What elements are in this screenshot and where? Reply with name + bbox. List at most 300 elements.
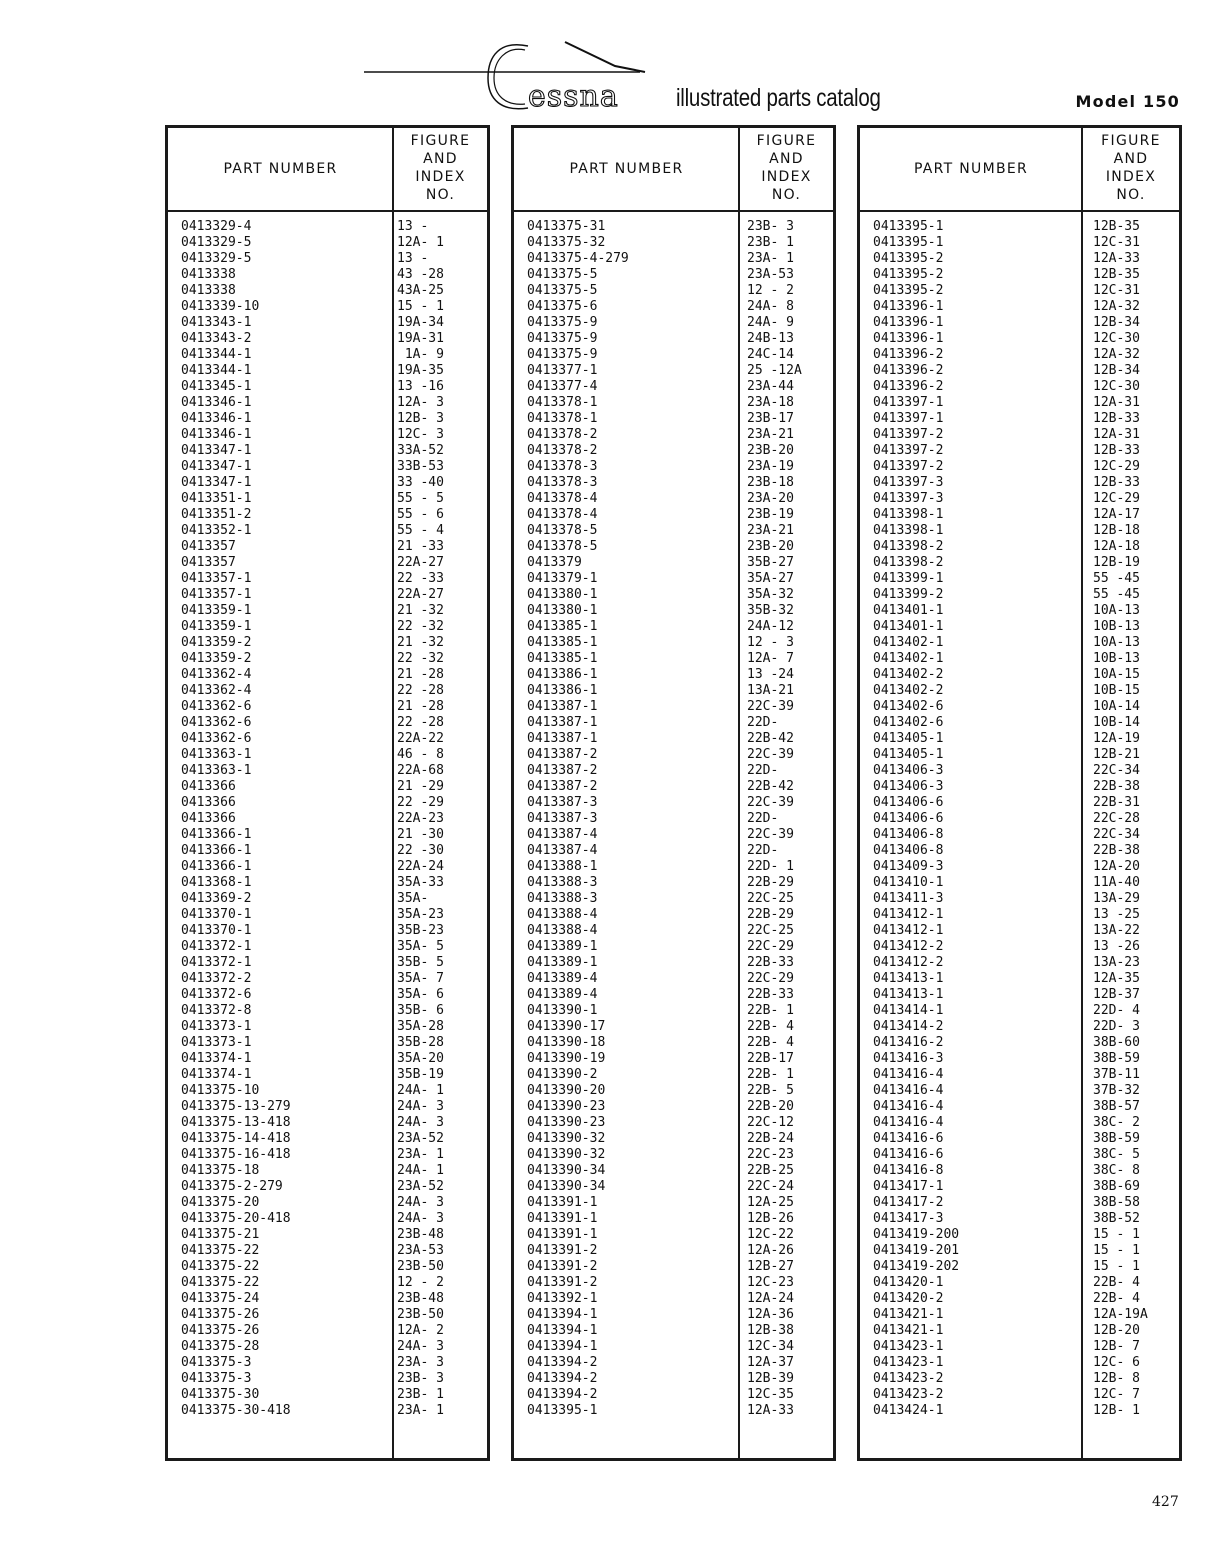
table-row xyxy=(514,1115,833,1131)
part-number: 0413366-1 xyxy=(181,827,252,842)
table-row xyxy=(860,1339,1179,1355)
figure-index: 13A-22 xyxy=(1093,923,1140,938)
table-row xyxy=(514,875,833,891)
table-row xyxy=(514,459,833,475)
part-number: 0413387-2 xyxy=(527,763,598,778)
table-row xyxy=(168,731,487,747)
table-row xyxy=(168,443,487,459)
table-row xyxy=(514,731,833,747)
part-number: 0413396-2 xyxy=(873,347,944,362)
figure-index: 22B-33 xyxy=(747,987,794,1002)
table-row xyxy=(514,411,833,427)
part-number: 0413375-6 xyxy=(527,299,598,314)
part-number: 0413338 xyxy=(181,283,236,298)
figure-index: 35A- 7 xyxy=(397,971,444,986)
table-row xyxy=(514,1387,833,1403)
figure-index: 24A- 3 xyxy=(397,1115,444,1130)
part-number: 0413378-1 xyxy=(527,411,598,426)
table-row xyxy=(514,1099,833,1115)
part-number-heading: PART NUMBER xyxy=(913,161,1029,177)
table-row xyxy=(168,1323,487,1339)
part-number: 0413351-2 xyxy=(181,507,252,522)
part-number-heading: PART NUMBER xyxy=(569,161,684,177)
part-number: 0413402-1 xyxy=(873,651,944,666)
parts-rows xyxy=(168,219,487,1419)
figure-index: 13 -24 xyxy=(747,667,794,682)
part-number: 0413375-16-418 xyxy=(181,1147,291,1162)
parts-column-3 xyxy=(857,125,1182,1461)
part-number: 0413344-1 xyxy=(181,363,252,378)
part-number: 0413329-5 xyxy=(181,235,252,250)
table-row xyxy=(168,283,487,299)
figure-index: 22B-42 xyxy=(747,731,794,746)
figure-index: 12A-20 xyxy=(1093,859,1140,874)
table-row xyxy=(514,283,833,299)
figure-index: 12B- 1 xyxy=(1093,1403,1140,1418)
table-row xyxy=(860,1083,1179,1099)
table-row xyxy=(860,667,1179,683)
part-number: 0413397-1 xyxy=(873,395,944,410)
part-number: 0413424-1 xyxy=(873,1403,944,1418)
part-number: 0413419-200 xyxy=(873,1227,960,1242)
part-number: 0413401-1 xyxy=(873,619,944,634)
table-row xyxy=(168,235,487,251)
part-number: 0413412-2 xyxy=(873,939,944,954)
table-row xyxy=(514,587,833,603)
parts-rows xyxy=(860,219,1179,1419)
figure-index: 12B- 7 xyxy=(1093,1339,1140,1354)
figure-index: 11A-40 xyxy=(1093,875,1140,890)
table-row xyxy=(860,1275,1179,1291)
part-number: 0413390-19 xyxy=(527,1051,606,1066)
part-number: 0413373-1 xyxy=(181,1019,252,1034)
figure-index: 23B-20 xyxy=(747,539,794,554)
table-row xyxy=(168,571,487,587)
part-number: 0413379-1 xyxy=(527,571,598,586)
part-number: 0413389-4 xyxy=(527,987,598,1002)
figure-index: 12B-19 xyxy=(1093,555,1140,570)
parts-rows xyxy=(514,219,833,1419)
part-number: 0413387-3 xyxy=(527,795,598,810)
figure-index-heading: FIGURE AND INDEX NO. xyxy=(410,133,471,203)
figure-index: 22C-34 xyxy=(1093,827,1140,842)
figure-index: 12B-26 xyxy=(747,1211,794,1226)
figure-index: 23B-48 xyxy=(397,1291,444,1306)
table-row xyxy=(860,267,1179,283)
table-row xyxy=(860,795,1179,811)
part-number: 0413398-2 xyxy=(873,539,944,554)
table-row xyxy=(168,299,487,315)
figure-index: 35A- 5 xyxy=(397,939,444,954)
table-row xyxy=(860,379,1179,395)
table-row xyxy=(514,1323,833,1339)
table-row xyxy=(860,971,1179,987)
part-number: 0413378-5 xyxy=(527,539,598,554)
figure-index: 12 - 2 xyxy=(397,1275,444,1290)
table-row xyxy=(860,891,1179,907)
table-row xyxy=(860,907,1179,923)
figure-index: 24A-12 xyxy=(747,619,794,634)
part-number: 0413338 xyxy=(181,267,236,282)
part-number: 0413386-1 xyxy=(527,683,598,698)
figure-index: 22 -32 xyxy=(397,619,444,634)
figure-index: 12A-19 xyxy=(1093,731,1140,746)
figure-index: 10B-14 xyxy=(1093,715,1140,730)
part-number: 0413389-4 xyxy=(527,971,598,986)
figure-index: 12B-38 xyxy=(747,1323,794,1338)
table-row xyxy=(168,683,487,699)
part-number: 0413411-3 xyxy=(873,891,944,906)
figure-index: 35A-33 xyxy=(397,875,444,890)
part-number: 0413394-1 xyxy=(527,1339,598,1354)
figure-index: 12A-33 xyxy=(747,1403,794,1418)
figure-index: 12B-33 xyxy=(1093,475,1140,490)
part-number: 0413388-4 xyxy=(527,923,598,938)
part-number: 0413402-6 xyxy=(873,715,944,730)
figure-index: 21 -32 xyxy=(397,635,444,650)
part-number: 0413397-1 xyxy=(873,411,944,426)
column-header xyxy=(860,128,1179,212)
table-row xyxy=(514,315,833,331)
part-number: 0413375-22 xyxy=(181,1259,260,1274)
table-row xyxy=(514,635,833,651)
table-row xyxy=(860,219,1179,235)
part-number: 0413378-4 xyxy=(527,507,598,522)
figure-index: 22 -33 xyxy=(397,571,444,586)
part-number: 0413374-1 xyxy=(181,1067,252,1082)
figure-index: 12C-23 xyxy=(747,1275,794,1290)
table-row xyxy=(514,1371,833,1387)
part-number: 0413362-6 xyxy=(181,699,252,714)
part-number: 0413394-1 xyxy=(527,1323,598,1338)
figure-index: 22A-27 xyxy=(397,555,444,570)
figure-index: 13 -25 xyxy=(1093,907,1140,922)
table-row xyxy=(168,1387,487,1403)
table-row xyxy=(860,571,1179,587)
table-row xyxy=(168,1259,487,1275)
table-row xyxy=(168,779,487,795)
figure-index: 22B-24 xyxy=(747,1131,794,1146)
part-number: 0413375-3 xyxy=(181,1371,252,1386)
figure-index: 23A-19 xyxy=(747,459,794,474)
part-number: 0413397-2 xyxy=(873,443,944,458)
table-row xyxy=(168,1307,487,1323)
table-row xyxy=(514,1147,833,1163)
part-number: 0413375-20-418 xyxy=(181,1211,291,1226)
table-row xyxy=(514,763,833,779)
part-number-heading: PART NUMBER xyxy=(223,161,338,177)
figure-index: 12B- 3 xyxy=(397,411,444,426)
table-row xyxy=(168,267,487,283)
part-number: 0413391-1 xyxy=(527,1195,598,1210)
table-row xyxy=(860,603,1179,619)
part-number: 0413375-24 xyxy=(181,1291,260,1306)
table-row xyxy=(168,475,487,491)
figure-index: 12A-36 xyxy=(747,1307,794,1322)
table-row xyxy=(514,427,833,443)
table-row xyxy=(168,715,487,731)
table-row xyxy=(514,1243,833,1259)
part-number: 0413388-4 xyxy=(527,907,598,922)
table-row xyxy=(168,1035,487,1051)
part-number: 0413375-4-279 xyxy=(527,251,629,266)
table-row xyxy=(860,731,1179,747)
figure-index: 38B-69 xyxy=(1093,1179,1140,1194)
table-row xyxy=(514,491,833,507)
part-number: 0413347-1 xyxy=(181,475,252,490)
part-number: 0413423-1 xyxy=(873,1355,944,1370)
part-number: 0413380-1 xyxy=(527,603,598,618)
figure-index: 22B- 1 xyxy=(747,1067,794,1082)
table-row xyxy=(860,1307,1179,1323)
table-row xyxy=(860,1131,1179,1147)
table-row xyxy=(860,1003,1179,1019)
figure-index: 35B-23 xyxy=(397,923,444,938)
part-number: 0413390-20 xyxy=(527,1083,606,1098)
table-row xyxy=(514,795,833,811)
table-row xyxy=(860,347,1179,363)
part-number: 0413375-28 xyxy=(181,1339,260,1354)
table-row xyxy=(514,779,833,795)
figure-index: 12A-19A xyxy=(1093,1307,1148,1322)
table-row xyxy=(514,939,833,955)
part-number: 0413398-1 xyxy=(873,507,944,522)
table-row xyxy=(168,363,487,379)
part-number: 0413375-13-279 xyxy=(181,1099,291,1114)
figure-index: 12A- 3 xyxy=(397,395,444,410)
part-number: 0413378-4 xyxy=(527,491,598,506)
table-row xyxy=(514,747,833,763)
figure-index: 22C-12 xyxy=(747,1115,794,1130)
figure-index: 1A- 9 xyxy=(397,347,444,362)
figure-index: 13 -16 xyxy=(397,379,444,394)
table-row xyxy=(860,1227,1179,1243)
part-number: 0413412-1 xyxy=(873,907,944,922)
figure-index: 55 - 6 xyxy=(397,507,444,522)
table-row xyxy=(168,1099,487,1115)
table-row xyxy=(514,715,833,731)
figure-index: 12 - 3 xyxy=(747,635,794,650)
figure-index: 23B-50 xyxy=(397,1307,444,1322)
table-row xyxy=(514,699,833,715)
part-number: 0413378-2 xyxy=(527,427,598,442)
part-number: 0413396-1 xyxy=(873,315,944,330)
figure-index: 22C-39 xyxy=(747,827,794,842)
part-number: 0413416-8 xyxy=(873,1163,944,1178)
figure-index: 12A-25 xyxy=(747,1195,794,1210)
table-row xyxy=(168,1067,487,1083)
figure-index: 22D- xyxy=(747,843,779,858)
part-number: 0413359-1 xyxy=(181,603,252,618)
part-number: 0413387-2 xyxy=(527,779,598,794)
part-number: 0413416-4 xyxy=(873,1099,944,1114)
table-row xyxy=(514,907,833,923)
figure-index: 33B-53 xyxy=(397,459,444,474)
table-row xyxy=(168,939,487,955)
part-number: 0413339-10 xyxy=(181,299,260,314)
figure-index: 24A- 1 xyxy=(397,1083,444,1098)
table-row xyxy=(514,827,833,843)
figure-index: 12C- 7 xyxy=(1093,1387,1140,1402)
figure-index: 33 -40 xyxy=(397,475,444,490)
figure-index: 10B-13 xyxy=(1093,619,1140,634)
figure-index: 23B- 1 xyxy=(397,1387,444,1402)
part-number: 0413362-4 xyxy=(181,667,252,682)
part-number: 0413388-3 xyxy=(527,891,598,906)
table-row xyxy=(514,555,833,571)
part-number: 0413375-26 xyxy=(181,1323,260,1338)
part-number: 0413416-4 xyxy=(873,1115,944,1130)
figure-index: 12A-17 xyxy=(1093,507,1140,522)
part-number: 0413410-1 xyxy=(873,875,944,890)
table-row xyxy=(514,667,833,683)
part-number: 0413357-1 xyxy=(181,587,252,602)
table-row xyxy=(514,267,833,283)
part-number: 0413396-2 xyxy=(873,379,944,394)
part-number: 0413378-3 xyxy=(527,459,598,474)
table-row xyxy=(168,1083,487,1099)
figure-index: 12B-21 xyxy=(1093,747,1140,762)
part-number: 0413398-1 xyxy=(873,523,944,538)
table-row xyxy=(514,1179,833,1195)
part-number: 0413359-2 xyxy=(181,635,252,650)
table-row xyxy=(168,699,487,715)
table-row xyxy=(860,1035,1179,1051)
part-number: 0413423-2 xyxy=(873,1387,944,1402)
figure-index: 12C- 3 xyxy=(397,427,444,442)
column-header xyxy=(514,128,833,212)
part-number: 0413391-1 xyxy=(527,1227,598,1242)
table-row xyxy=(860,1147,1179,1163)
part-number: 0413363-1 xyxy=(181,747,252,762)
table-row xyxy=(168,331,487,347)
part-number: 0413377-1 xyxy=(527,363,598,378)
table-row xyxy=(860,875,1179,891)
part-number: 0413375-20 xyxy=(181,1195,260,1210)
figure-index: 10B-15 xyxy=(1093,683,1140,698)
figure-index: 21 -30 xyxy=(397,827,444,842)
figure-index: 35B- 5 xyxy=(397,955,444,970)
table-row xyxy=(514,1307,833,1323)
part-number: 0413416-4 xyxy=(873,1083,944,1098)
figure-index: 38B-59 xyxy=(1093,1131,1140,1146)
table-row xyxy=(860,1291,1179,1307)
part-number: 0413329-4 xyxy=(181,219,252,234)
figure-index: 10A-14 xyxy=(1093,699,1140,714)
part-number: 0413395-2 xyxy=(873,283,944,298)
part-number: 0413416-2 xyxy=(873,1035,944,1050)
part-number: 0413416-6 xyxy=(873,1147,944,1162)
figure-index: 12B-27 xyxy=(747,1259,794,1274)
part-number: 0413406-3 xyxy=(873,763,944,778)
figure-index: 23A-20 xyxy=(747,491,794,506)
page-number: 427 xyxy=(1152,1494,1179,1510)
table-row xyxy=(168,219,487,235)
table-row xyxy=(168,1115,487,1131)
table-row xyxy=(168,507,487,523)
figure-index: 12A-24 xyxy=(747,1291,794,1306)
part-number: 0413395-1 xyxy=(873,235,944,250)
table-row xyxy=(860,1051,1179,1067)
part-number: 0413387-1 xyxy=(527,699,598,714)
part-number: 0413375-26 xyxy=(181,1307,260,1322)
figure-index: 13 - xyxy=(397,219,429,234)
part-number: 0413421-1 xyxy=(873,1307,944,1322)
figure-index: 22B-17 xyxy=(747,1051,794,1066)
table-row xyxy=(168,1211,487,1227)
table-row xyxy=(168,747,487,763)
figure-index: 22B-38 xyxy=(1093,779,1140,794)
part-number: 0413416-3 xyxy=(873,1051,944,1066)
figure-index: 23A-52 xyxy=(397,1131,444,1146)
table-row xyxy=(168,315,487,331)
figure-index: 13A-23 xyxy=(1093,955,1140,970)
table-row xyxy=(168,491,487,507)
part-number: 0413412-2 xyxy=(873,955,944,970)
figure-index: 23B-18 xyxy=(747,475,794,490)
part-number: 0413416-6 xyxy=(873,1131,944,1146)
table-row xyxy=(514,987,833,1003)
figure-index: 22B- 4 xyxy=(1093,1275,1140,1290)
part-number: 0413375-14-418 xyxy=(181,1131,291,1146)
part-number: 0413394-2 xyxy=(527,1387,598,1402)
table-row xyxy=(860,539,1179,555)
part-number: 0413347-1 xyxy=(181,459,252,474)
table-row xyxy=(168,891,487,907)
figure-index: 23A-21 xyxy=(747,523,794,538)
part-number: 0413414-2 xyxy=(873,1019,944,1034)
figure-index: 22C-39 xyxy=(747,699,794,714)
part-number: 0413329-5 xyxy=(181,251,252,266)
figure-index: 12A-32 xyxy=(1093,347,1140,362)
table-row xyxy=(514,379,833,395)
part-number: 0413421-1 xyxy=(873,1323,944,1338)
table-row xyxy=(168,1339,487,1355)
table-row xyxy=(860,507,1179,523)
table-row xyxy=(514,1003,833,1019)
table-row xyxy=(514,891,833,907)
cessna-logo xyxy=(360,38,670,120)
part-number: 0413396-2 xyxy=(873,363,944,378)
part-number: 0413378-1 xyxy=(527,395,598,410)
figure-index: 22A-24 xyxy=(397,859,444,874)
part-number: 0413375-18 xyxy=(181,1163,260,1178)
part-number: 0413419-202 xyxy=(873,1259,960,1274)
figure-index: 21 -28 xyxy=(397,699,444,714)
part-number: 0413351-1 xyxy=(181,491,252,506)
table-row xyxy=(860,779,1179,795)
figure-index: 12A-31 xyxy=(1093,395,1140,410)
figure-index: 24A- 3 xyxy=(397,1195,444,1210)
table-row xyxy=(168,1371,487,1387)
table-row xyxy=(514,1067,833,1083)
part-number: 0413402-2 xyxy=(873,667,944,682)
table-row xyxy=(168,1291,487,1307)
part-number: 0413390-18 xyxy=(527,1035,606,1050)
table-row xyxy=(168,843,487,859)
part-number: 0413346-1 xyxy=(181,427,252,442)
table-row xyxy=(168,1163,487,1179)
table-row xyxy=(860,987,1179,1003)
part-number: 0413387-1 xyxy=(527,715,598,730)
part-number: 0413375-22 xyxy=(181,1243,260,1258)
table-row xyxy=(860,811,1179,827)
table-row xyxy=(514,235,833,251)
figure-index: 35B-27 xyxy=(747,555,794,570)
table-row xyxy=(514,1163,833,1179)
table-row xyxy=(168,587,487,603)
part-number: 0413420-2 xyxy=(873,1291,944,1306)
